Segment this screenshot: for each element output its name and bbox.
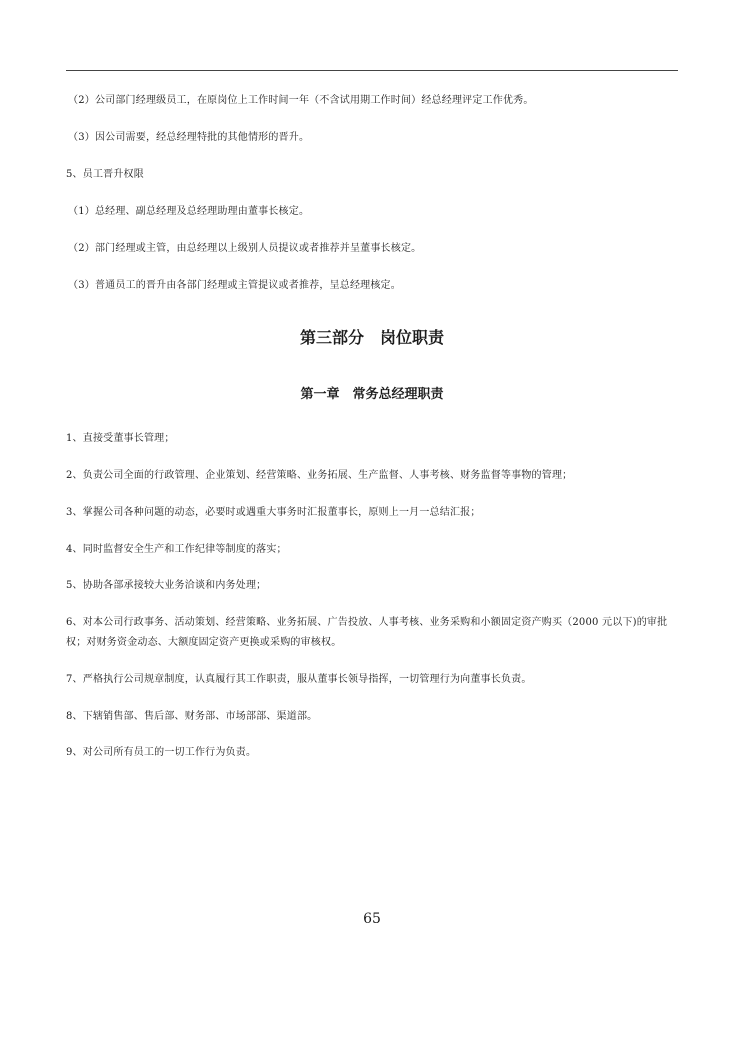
duty-item: 9、对公司所有员工的一切工作行为负责。 bbox=[66, 747, 257, 758]
part-title: 第三部分 岗位职责 bbox=[299, 328, 444, 347]
duty-item: 8、下辖销售部、售后部、财务部、市场部部、渠道部。 bbox=[66, 711, 318, 722]
paragraph-promotion-special: （3）因公司需要，经总经理特批的其他情形的晋升。 bbox=[68, 132, 310, 143]
heading-promotion-authority: 5、员工晋升权限 bbox=[66, 169, 144, 180]
duty-item: 5、协助各部承接较大业务洽谈和内务处理； bbox=[66, 580, 267, 591]
paragraph-authority-staff: （3）普通员工的晋升由各部门经理或主管提议或者推荐，呈总经理核定。 bbox=[68, 280, 401, 291]
duty-item: 1、直接受董事长管理； bbox=[66, 433, 175, 444]
page-number: 65 bbox=[363, 911, 381, 927]
paragraph-authority-managers: （2）部门经理或主管，由总经理以上级别人员提议或者推荐并呈董事长核定。 bbox=[68, 243, 422, 254]
duty-item: 6、对本公司行政事务、活动策划、经营策略、业务拓展、广告投放、人事考核、业务采购和小额固定资产购买（2000 元以下)的审批权；对财务资金动态、大额度固定资产更换或采购的审核权。 bbox=[66, 617, 668, 648]
paragraph-promotion-manager: （2）公司部门经理级员工，在原岗位上工作时间一年（不含试用期工作时间）经总经理评定工作优秀。 bbox=[68, 95, 534, 106]
paragraph-authority-executives: （1）总经理、副总经理及总经理助理由董事长核定。 bbox=[68, 206, 310, 217]
duty-item: 7、严格执行公司规章制度，认真履行其工作职责，服从董事长领导指挥，一切管理行为向董事长负责。 bbox=[66, 674, 532, 685]
duty-item: 4、同时监督安全生产和工作纪律等制度的落实； bbox=[66, 544, 287, 555]
duty-item: 3、掌握公司各种问题的动态，必要时或遇重大事务时汇报董事长，原则上一月一总结汇报； bbox=[66, 507, 481, 518]
chapter-title: 第一章 常务总经理职责 bbox=[300, 387, 444, 402]
duty-item: 2、负责公司全面的行政管理、企业策划、经营策略、业务拓展、生产监督、人事考核、财务监督等事物的管理； bbox=[66, 470, 573, 481]
header-rule bbox=[66, 70, 678, 71]
